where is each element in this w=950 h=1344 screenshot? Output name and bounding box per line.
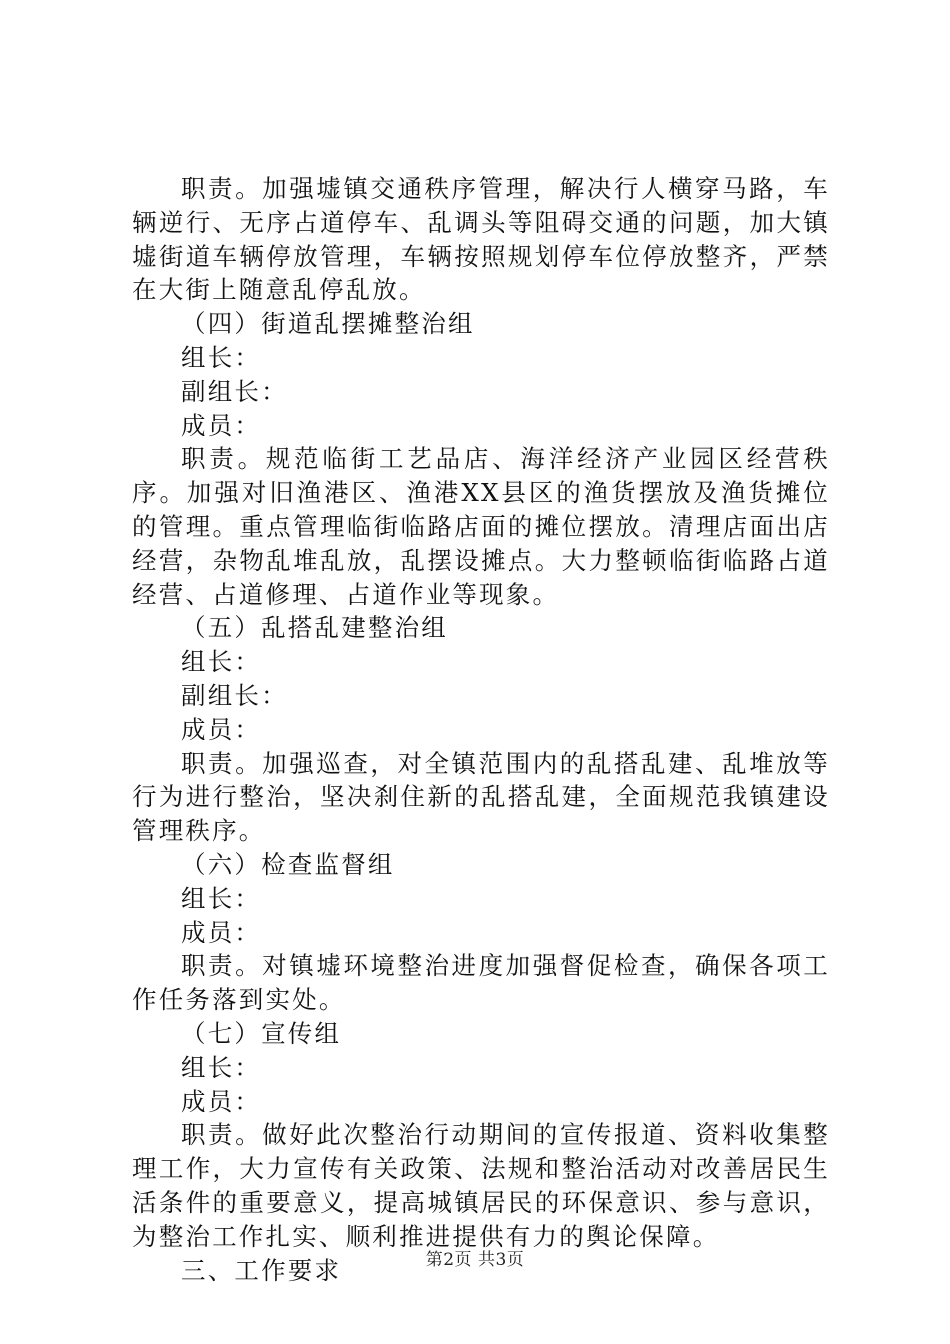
paragraph-duties-street-stalls: 职责。规范临街工艺品店、海洋经济产业园区经营秩序。加强对旧渔港区、渔港XX县区的渔货摆放及渔货摊位的管理。重点管理临街临路店面的摊位摆放。清理店面出店经营，杂物乱堆乱放，乱摆设摊点。大力整顿临街临路占道经营、占道修理、占道作业等现象。: [132, 444, 830, 609]
field-deputy-leader: 副组长：: [181, 376, 288, 406]
section-heading-publicity: （七）宣传组: [181, 1018, 342, 1048]
field-members: 成员：: [181, 1086, 262, 1116]
field-group-leader: 组长：: [181, 647, 262, 677]
field-group-leader: 组长：: [181, 342, 262, 372]
document-body: [132, 172, 830, 1287]
field-group-leader: 组长：: [181, 1052, 262, 1082]
paragraph-duties-illegal-construction: 职责。加强巡查，对全镇范围内的乱搭乱建、乱堆放等行为进行整治，坚决刹住新的乱搭乱建，全面规范我镇建设管理秩序。: [132, 748, 830, 846]
paragraph-duties-publicity: 职责。做好此次整治行动期间的宣传报道、资料收集整理工作，大力宣传有关政策、法规和整治活动对改善居民生活条件的重要意义，提高城镇居民的环保意识、参与意识，为整治工作扎实、顺利推进提供有力的舆论保障。: [132, 1120, 830, 1251]
section-heading-illegal-construction: （五）乱搭乱建整治组: [181, 613, 448, 643]
field-members: 成员：: [181, 714, 262, 744]
page-number-footer: 第2页 共3页: [425, 1250, 525, 1270]
field-deputy-leader: 副组长：: [181, 680, 288, 710]
field-members: 成员：: [181, 917, 262, 947]
field-members: 成员：: [181, 410, 262, 440]
paragraph-duties-traffic: 职责。加强墟镇交通秩序管理，解决行人横穿马路，车辆逆行、无序占道停车、乱调头等阻碍交通的问题，加大镇墟街道车辆停放管理，车辆按照规划停车位停放整齐，严禁在大街上随意乱停乱放。: [132, 174, 830, 305]
paragraph-duties-inspection: 职责。对镇墟环境整治进度加强督促检查，确保各项工作任务落到实处。: [132, 951, 830, 1015]
section-heading-street-stalls: （四）街道乱摆摊整治组: [181, 309, 475, 339]
section-heading-work-requirements: 三、工作要求: [181, 1255, 342, 1285]
section-heading-inspection: （六）检查监督组: [181, 849, 395, 879]
field-group-leader: 组长：: [181, 883, 262, 913]
